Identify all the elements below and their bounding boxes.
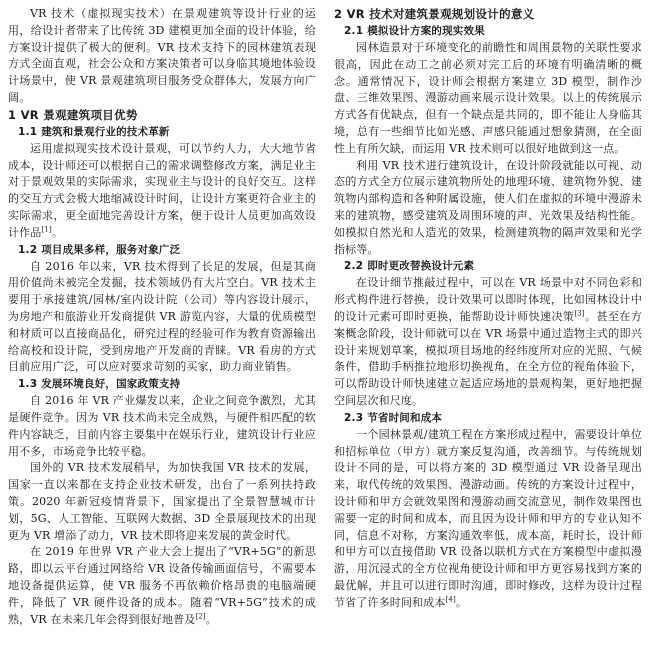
subsection-2-1-heading <box>334 23 642 40</box>
section-2-heading: 2 VR 技术对建筑景观规划设计的意义 <box>334 7 535 21</box>
paragraph-1-2: 自 2016 年以来，VR 技术得到了长足的发展，但是其商用价值尚未被完全发掘，技术领域仍有大片空白。VR 技术主要用于承接建筑/园林/室内设计院（公司）等内容设计展示，为房地产和旅游业开发商提供 VR 游览内容，大量的优质模型和材质可以直接商品化，研究过程的经验可作为教育资源输出给高校和设计院，受到房地产开发商的青睐。VR 看房的方式目前应用广泛，可以应对要求苛刻的买家，助力商业销售。 <box>8 259 316 374</box>
paragraph-2-3 <box>334 427 642 612</box>
paragraph-2-2 <box>334 275 642 409</box>
subsection-title: 即时更改替换设计元素 <box>367 260 475 273</box>
subsection-number: 2.3 <box>344 411 364 424</box>
subsection-title: 模拟设计方案的现实效果 <box>367 25 485 37</box>
citation-ref[interactable]: [3] <box>574 309 585 318</box>
subsection-number: 2.1 <box>344 25 364 37</box>
subsection-2-3-heading <box>334 410 642 427</box>
subsection-title: 节省时间和成本 <box>367 411 443 424</box>
subsection-1-1-heading <box>8 124 316 141</box>
subsection-title: 项目成果多样，服务对象广泛 <box>41 243 181 256</box>
paragraph-1-3-c <box>8 544 316 628</box>
paragraph-text: 一个园林景观/建筑工程在方案形成过程中，需要设计单位和招标单位（甲方）就方案反复沟通，改善细节。与传统规划设计不同的是，可以将方案的 3D 模型通过 VR 设备呈现出来，取代传统的效果图、漫游动画。传统的方案设计过程中，设计师和甲方会就效果图和漫游动画交流意见，制作效果图也需要一定的时间和成本，而且因为设计师和甲方的专业认知不同，信息不对称，方案沟通效率低，成本高，耗时长，设计师和甲方可以直接借助 VR 设备以联机方式在方案模型中虚拟漫游，用沉浸式的全方位视角使设计师和甲方更容易找到方案的最优解，并且可以进行即时沟通，即时修改，这样为设计过程节省了许多时间和成本 <box>334 427 642 609</box>
subsection-title: 建筑和景观行业的技术革新 <box>41 125 170 138</box>
paragraph-text: 在 2019 年世界 VR 产业大会上提出了“VR+5G”的新思路，即以云平台通过网络给 VR 设备传输画面信号，不需要本地设备提供运算，使 VR 服务不再依赖价格昂贵的电脑端硬件，降低了 VR 硬件设备的成本。随着“VR+5G”技术的成熟，VR 在未来几年会得到很好地普及 <box>8 545 316 626</box>
subsection-number: 1.1 <box>18 125 38 138</box>
paragraph-end: 。甚至在方案概念阶段，设计师就可以在 VR 场景中通过造物主式的即兴设计来规划草案，模拟项目场地的经纬度所对应的光照、气候条件，借助手柄推拉地形切换视角，在全方位的视角体验下，可以帮助设计师快速建立起适应场地的景观构架，更好地把握空间层次和尺度。 <box>334 309 642 407</box>
paragraph-end: 。 <box>51 225 63 239</box>
paragraph-2-1-a: 园林造景对于环境变化的前瞻性和周围景物的关联性要求很高，因此在动工之前必须对完工后的环境有明确清晰的概念。通常情况下，设计师会根据方案建立 3D 模型，制作沙盘、三维效果图、漫游动画来展示设计效果。以上的传统展示方式各有优缺点，但有一个缺点是共同的，即不能让人身临其境，总有一些细节比如光感、声感只能通过想象猜测，在全面性上有所欠缺，而运用 VR 技术则可以很好地做到这一点。 <box>334 41 642 155</box>
paragraph-text: 运用虚拟现实技术设计景观，可以节约人力，大大地节省成本，设计师还可以根据自己的需求调整修改方案，满足业主对于景观效果的实际需求，实现业主与设计的良好交互。这样的交互方式会极大地缩减设计时间，让设计方案更符合业主的实际需求，更全面地完善设计方案，便于设计人员更加高效设计作品 <box>8 141 316 239</box>
subsection-2-2-heading <box>334 258 642 275</box>
subsection-1-2-heading <box>8 242 316 259</box>
paragraph-end: 。 <box>455 595 468 609</box>
paragraph-1-3-a: 自 2016 年 VR 产业爆发以来，企业之间竞争激烈，尤其是硬件竞争。因为 VR 技术尚未完全成熟，与硬件相匹配的软件内容缺乏，目前内容主要集中在娱乐行业，建筑设计行业应用不多，市场竞争比较平稳。 <box>8 394 316 458</box>
subsection-number: 1.3 <box>18 378 38 391</box>
intro-paragraph: VR 技术（虚拟现实技术）在景观建筑等设计行业的运用，给设计者带来了比传统 3D 建模更加全面的设计体验，给方案设计提供了极大的便利。VR 技术支持下的园林建筑表现方式全面直观，社会公众和方案决策者可以身临其境地体验设计场景中，使 VR 景观建筑项目服务受众群体大，发展方向广阔。 <box>8 7 316 104</box>
subsection-number: 2.2 <box>344 260 364 273</box>
paragraph-1-1 <box>8 141 316 242</box>
paragraph-1-3-b: 国外的 VR 技术发展稍早，为加快我国 VR 技术的发展，国家一直以来都在支持企业技术研发，出台了一系列扶持政策。2020 年新冠疫情背景下，国家提出了全景智慧城市计划，5G、人工智能、互联网大数据、3D 全景展现技术的出现更为 VR 增添了动力，VR 技术即将迎来发展的黄金时代。 <box>8 461 316 542</box>
citation-ref[interactable]: [4] <box>445 595 456 604</box>
right-column <box>334 6 642 612</box>
subsection-number: 1.2 <box>18 243 38 256</box>
subsection-title: 发展环境良好，国家政策支持 <box>41 378 181 391</box>
section-1-heading: 1 VR 景观建筑项目优势 <box>8 107 138 122</box>
paragraph-end: 。 <box>205 612 217 626</box>
citation-ref[interactable]: [1] <box>41 225 52 234</box>
citation-ref[interactable]: [2] <box>195 611 206 620</box>
left-column <box>8 6 316 628</box>
paragraph-2-1-b: 利用 VR 技术进行建筑设计，在设计阶段就能以可视、动态的方式全方位展示建筑物所处的地理环境、建筑物外貌、建筑物内部构造和各种附属设施，使人们在虚拟的环境中漫游未来的建筑物，感受建筑及周围环境的声、光效果及结构性能。如模拟自然光和人造光的效果，检测建筑物的隔声效果和光学指标等。 <box>334 158 642 256</box>
paragraph-text: 在设计细节推敲过程中，可以在 VR 场景中对不同色彩和形式构件进行替换，设计效果可以即时体现，比如园林设计中的设计元素可即时更换，能帮助设计师快速决策 <box>334 276 642 323</box>
subsection-1-3-heading <box>8 376 316 393</box>
